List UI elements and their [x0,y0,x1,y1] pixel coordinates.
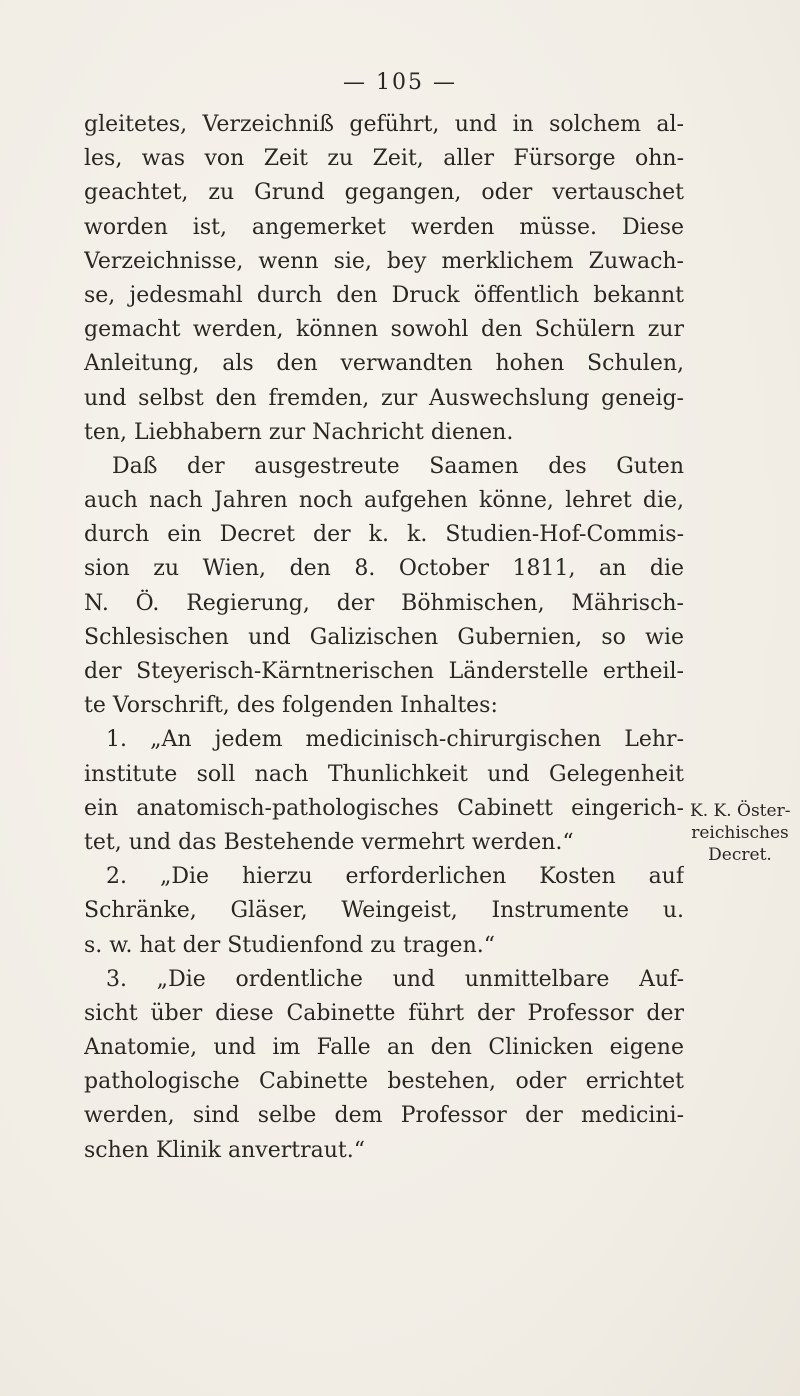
text-line: auch nach Jahren noch aufgehen könne, lehret die, [84,488,684,514]
text-line: sion zu Wien, den 8. October 1811, an die [84,556,684,582]
body-text [84,108,684,1168]
text-line: Schränke, Gläser, Weingeist, Instrumente u. [84,898,684,924]
text-line: ten, Liebhabern zur Nachricht dienen. [84,419,514,445]
text-line: tet, und das Bestehende vermehrt werden.“ [84,829,574,855]
margin-note [690,800,790,866]
text-line: s. w. hat der Studienfond zu tragen.“ [84,932,495,958]
text-line: schen Klinik anvertraut.“ [84,1137,365,1163]
text-line: durch ein Decret der k. k. Studien-Hof-Commis- [84,522,684,548]
text-line: der Steyerisch-Kärntnerischen Länderstelle ertheil- [84,659,684,684]
text-line: sicht über diese Cabinette führt der Professor der [84,1000,684,1026]
text-line: ein anatomisch-pathologisches Cabinett eingerich- [84,795,684,821]
text-line: werden, sind selbe dem Professor der medicini- [84,1103,684,1129]
text-line: Anleitung, als den verwandten hohen Schulen, [84,351,684,377]
text-line: Anatomie, und im Falle an den Clinicken eigene [84,1035,684,1061]
text-line: und selbst den fremden, zur Auswechslung geneig- [84,385,684,411]
text-line: 1. „An jedem medicinisch-chirurgischen Lehr- [106,727,684,753]
text-line: 2. „Die hierzu erforderlichen Kosten auf [106,864,684,890]
text-line: geachtet, zu Grund gegangen, oder vertauschet [84,180,684,206]
text-line: gleitetes, Verzeichniß geführt, und in solchem al- [84,112,684,137]
text-line: N. Ö. Regierung, der Böhmischen, Mährisch- [84,590,684,616]
text-line: les, was von Zeit zu Zeit, aller Fürsorge ohn- [84,146,684,172]
text-line: gemacht werden, können sowohl den Schülern zur [84,317,684,343]
text-line: se, jedesmahl durch den Druck öffentlich bekannt [84,282,684,308]
text-line: worden ist, angemerket werden müsse. Diese [84,214,684,240]
margin-note-line: Decret. [708,845,772,865]
text-line: Schlesischen und Galizischen Gubernien, so wie [84,624,684,650]
text-line: te Vorschrift, des folgenden Inhaltes: [84,693,498,719]
text-line: Verzeichnisse, wenn sie, bey merklichem Zuwach- [84,248,684,274]
text-line: Daß der ausgestreute Saamen des Guten [112,453,684,479]
text-line: 3. „Die ordentliche und unmittelbare Auf- [106,966,684,992]
text-line: pathologische Cabinette bestehen, oder errichtet [84,1069,684,1095]
margin-note-line: reichisches [691,823,789,843]
margin-note-line: K. K. Öster- [690,801,791,821]
page-number: — 105 — [343,70,457,95]
text-line: institute soll nach Thunlichkeit und Gelegenheit [84,761,684,787]
